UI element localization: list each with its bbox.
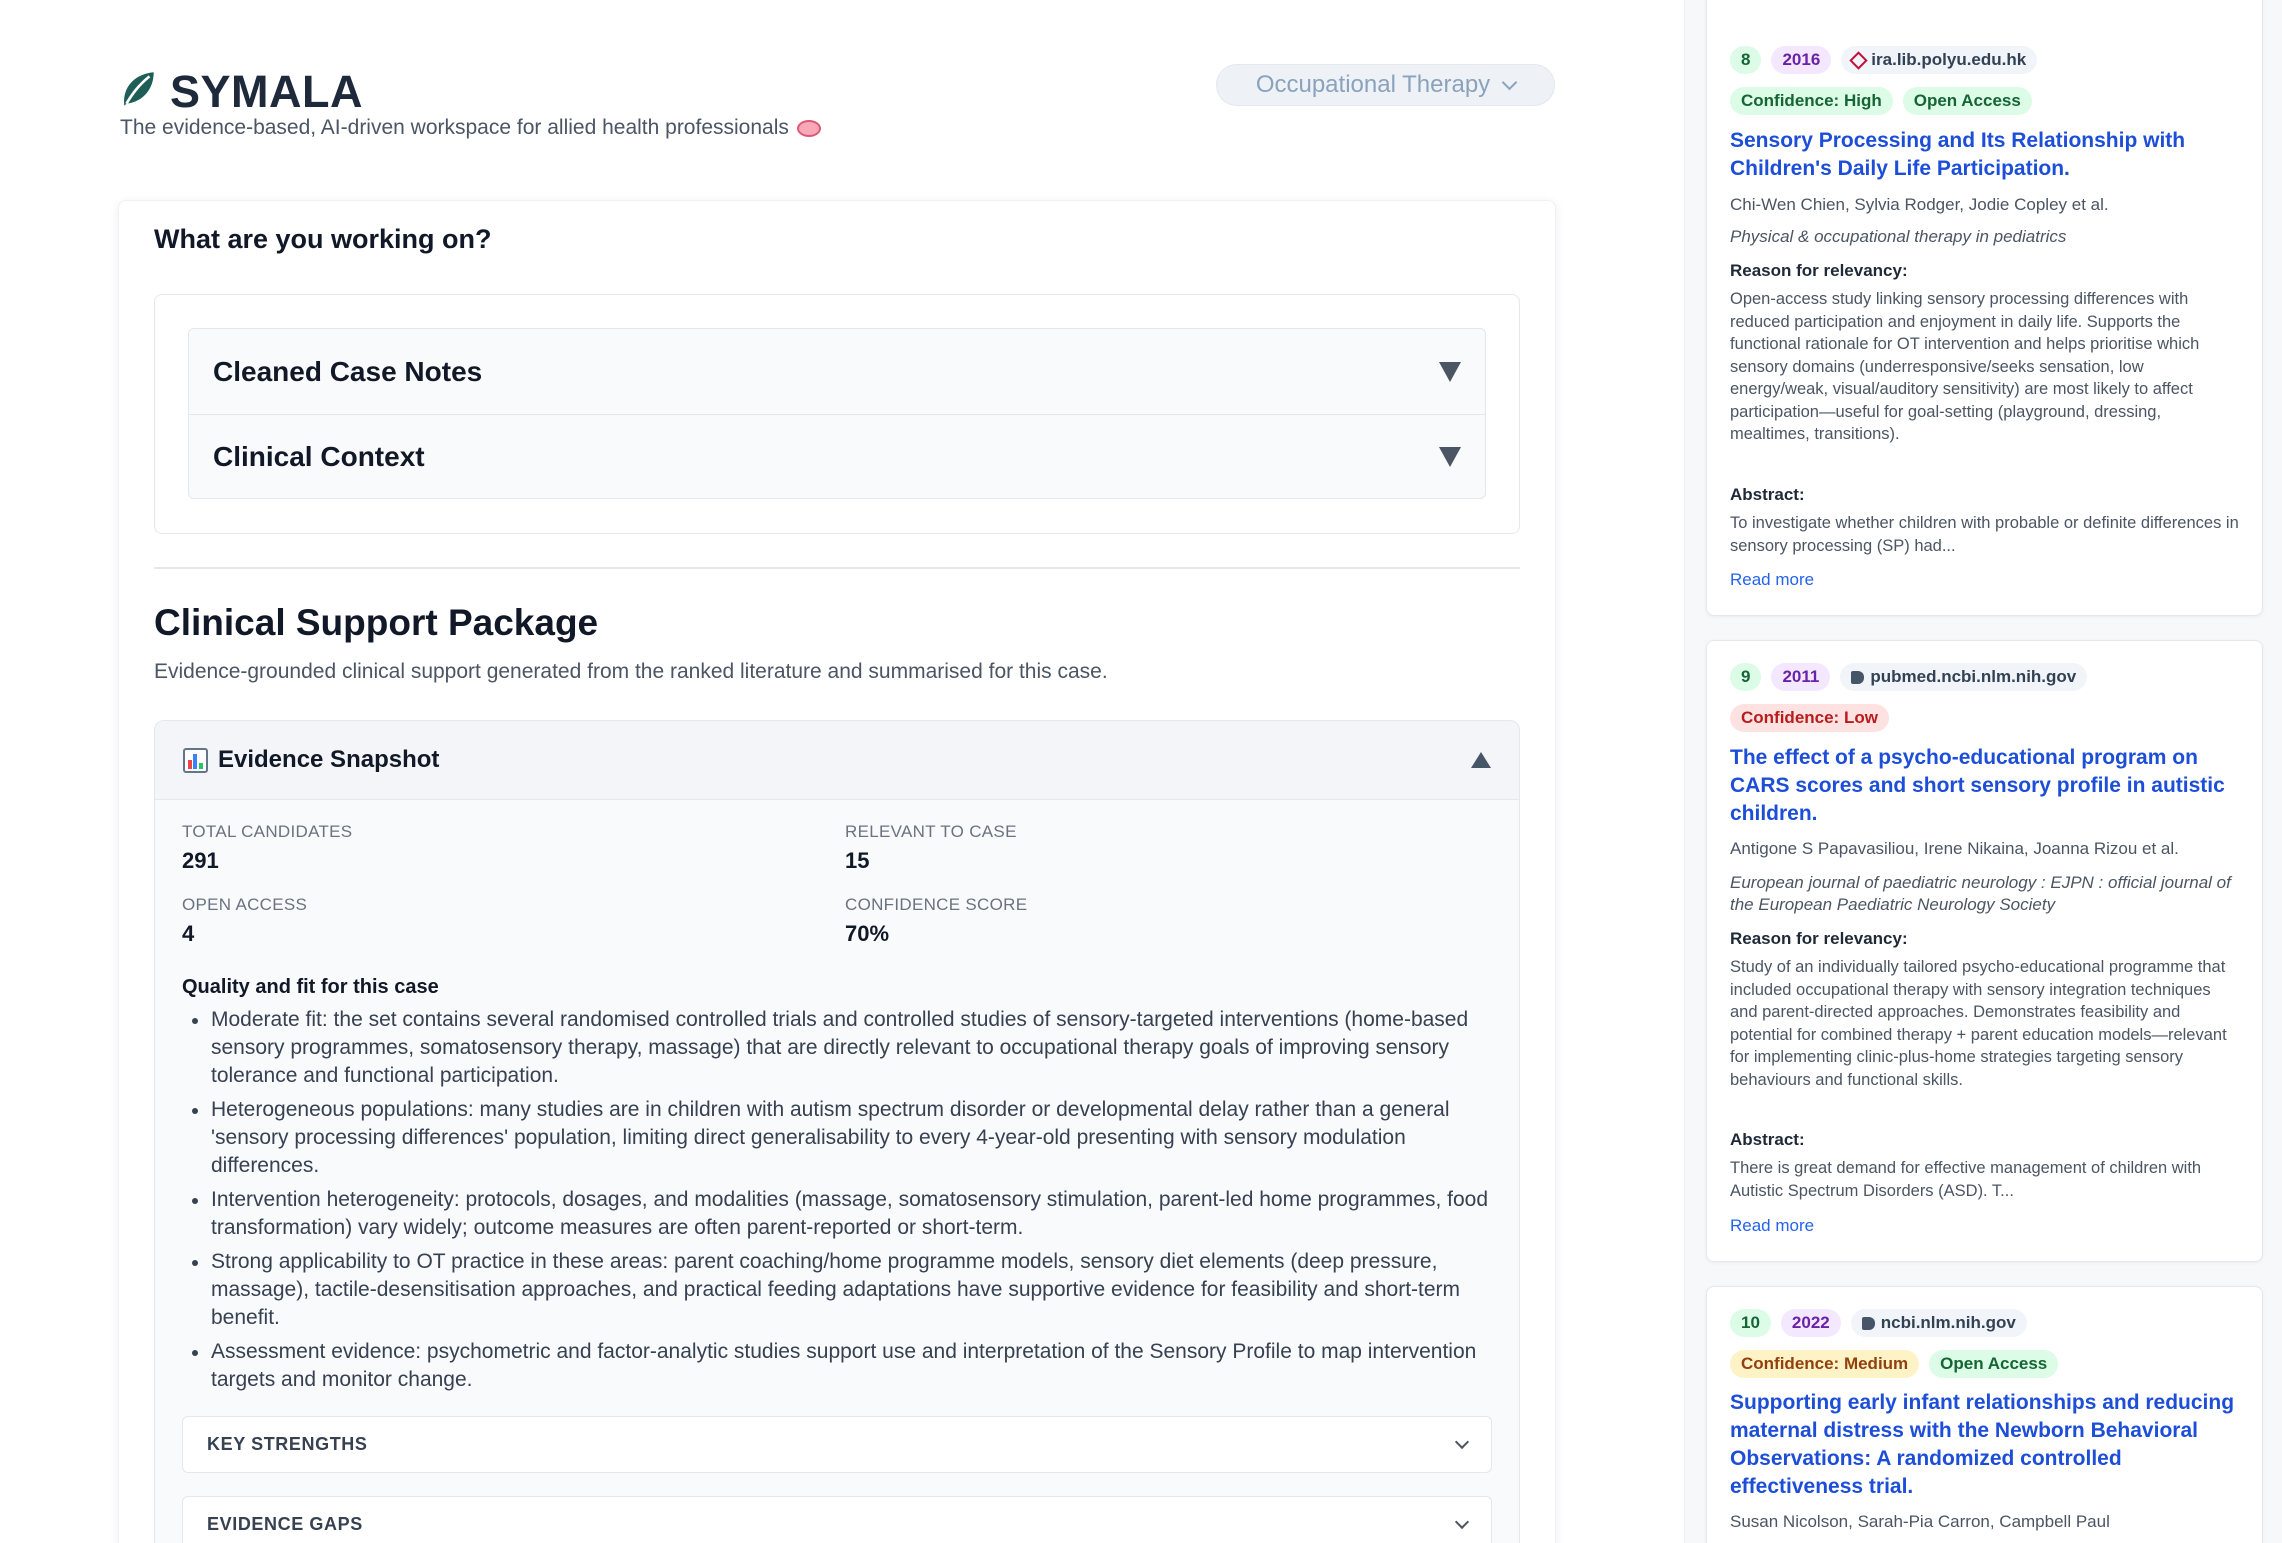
source-icon bbox=[1862, 1317, 1875, 1330]
paper-authors: Antigone S Papavasiliou, Irene Nikaina, Joanna Rizou et al. bbox=[1730, 839, 2179, 858]
stat-confidence-score bbox=[845, 895, 1027, 947]
open-access-badge: Open Access bbox=[1929, 1350, 2058, 1378]
paper-meta bbox=[1730, 663, 2087, 691]
bar-chart-icon bbox=[183, 748, 208, 773]
quality-fit-list bbox=[182, 1006, 1492, 1400]
tagline bbox=[120, 116, 821, 140]
expand-triangle-icon bbox=[1439, 362, 1461, 382]
app-name: SYMALA bbox=[170, 66, 363, 117]
stat-value: 15 bbox=[845, 848, 870, 873]
abstract-text: There is great demand for effective management of children with Autistic Spectrum Disorders (ASD). T... bbox=[1730, 1159, 2202, 1200]
list-item: Strong applicability to OT practice in these areas: parent coaching/home programme models, sensory diet elements (deep pressure, massage), tactile-desensitisation approaches, and practical feeding adaptations have supportive evidence for feasibility and short-term benefit. bbox=[182, 1248, 1492, 1332]
stat-value: 70% bbox=[845, 921, 890, 946]
stat-label: CONFIDENCE SCORE bbox=[845, 895, 1028, 914]
paper-journal: European journal of paediatric neurology : EJPN : official journal of the European Paediatric Neurology Society bbox=[1730, 873, 2231, 914]
abstract-text: To investigate whether children with probable or definite differences in sensory processing (SP) had... bbox=[1730, 514, 2239, 555]
paper-badges bbox=[1730, 87, 2032, 115]
stat-label: OPEN ACCESS bbox=[182, 895, 308, 914]
stat-value: 4 bbox=[182, 921, 195, 946]
stat-label: TOTAL CANDIDATES bbox=[182, 822, 353, 841]
abstract-heading: Abstract: bbox=[1730, 1130, 1805, 1149]
specialty-select[interactable] bbox=[1216, 64, 1555, 106]
paper-badges bbox=[1730, 704, 1889, 732]
accordion-clinical-context[interactable] bbox=[189, 414, 1485, 499]
confidence-badge: Confidence: Medium bbox=[1730, 1350, 1919, 1378]
workspace-heading: What are you working on? bbox=[154, 224, 492, 254]
relevancy-heading: Reason for relevancy: bbox=[1730, 261, 1908, 280]
expand-triangle-icon bbox=[1439, 447, 1461, 467]
accordion-label: KEY STRENGTHS bbox=[207, 1434, 368, 1454]
source-domain: pubmed.ncbi.nlm.nih.gov bbox=[1870, 667, 2077, 686]
paper-title-link[interactable]: The effect of a psycho-educational program on CARS scores and short sensory profile in autistic children. bbox=[1730, 746, 2225, 825]
stat-label: RELEVANT TO CASE bbox=[845, 822, 1017, 841]
year-badge: 2022 bbox=[1781, 1309, 1841, 1337]
rank-badge: 9 bbox=[1730, 663, 1761, 691]
paper-meta bbox=[1730, 46, 2037, 74]
rank-badge: 10 bbox=[1730, 1309, 1771, 1337]
source-icon bbox=[1850, 51, 1868, 69]
source-domain: ncbi.nlm.nih.gov bbox=[1880, 1313, 2016, 1332]
leaf-logo-icon bbox=[118, 68, 160, 110]
abstract-heading: Abstract: bbox=[1730, 485, 1805, 504]
evidence-snapshot-header[interactable] bbox=[155, 721, 1519, 800]
specialty-value: Occupational Therapy bbox=[1255, 71, 1491, 98]
open-access-badge: Open Access bbox=[1903, 87, 2032, 115]
source-domain-badge[interactable] bbox=[1840, 663, 2087, 691]
chevron-down-icon bbox=[1502, 74, 1518, 90]
source-domain-badge[interactable] bbox=[1851, 1309, 2027, 1337]
accordion-label: EVIDENCE GAPS bbox=[207, 1514, 363, 1534]
evidence-snapshot-title: Evidence Snapshot bbox=[218, 746, 440, 773]
read-more-link[interactable]: Read more bbox=[1730, 1216, 1815, 1235]
year-badge: 2011 bbox=[1771, 663, 1830, 691]
paper-title-link[interactable]: Sensory Processing and Its Relationship with Children's Daily Life Participation. bbox=[1730, 129, 2186, 180]
case-input-accordions bbox=[188, 328, 1486, 499]
paper-authors: Susan Nicolson, Sarah-Pia Carron, Campbell Paul bbox=[1730, 1512, 2110, 1531]
year-badge: 2016 bbox=[1771, 46, 1831, 74]
relevancy-text: Open-access study linking sensory processing differences with reduced participation and enjoyment in daily life. Supports the functional rationale for OT intervention and helps prioritise which sensory domains (underresponsive/seeks sensation, low energy/weak, visual/auditory sensitivity) are most likely to affect participation—useful for goal-setting (playground, dressing, mealtimes, transitions). bbox=[1730, 290, 2200, 443]
paper-badges bbox=[1730, 1350, 2058, 1378]
confidence-badge: Confidence: High bbox=[1730, 87, 1893, 115]
chevron-down-icon bbox=[1455, 1435, 1469, 1449]
relevancy-text: Study of an individually tailored psycho-educational programme that included occupational therapy with sensory integration techniques and parent-directed approaches. Demonstrates feasibility and potential for combined therapy + parent education models—relevant for implementing clinic-plus-home strategies targeting sensory behaviours and functional skills. bbox=[1730, 958, 2227, 1089]
accordion-key-strengths[interactable] bbox=[182, 1416, 1492, 1473]
rank-badge: 8 bbox=[1730, 46, 1761, 74]
list-item: Intervention heterogeneity: protocols, dosages, and modalities (massage, somatosensory stimulation, parent-led home programmes, food transformation) vary widely; outcome measures are often parent-reported or short-term. bbox=[182, 1186, 1492, 1242]
collapse-triangle-icon bbox=[1471, 752, 1491, 768]
paper-meta bbox=[1730, 1309, 2027, 1337]
accordion-label: Clinical Context bbox=[213, 441, 425, 472]
paper-title-link[interactable]: Supporting early infant relationships and reducing maternal distress with the Newborn Behavioral Observations: A randomized controlled effectiveness trial. bbox=[1730, 1391, 2235, 1498]
quality-fit-heading: Quality and fit for this case bbox=[182, 976, 439, 998]
brain-icon bbox=[797, 120, 821, 137]
source-domain-badge[interactable] bbox=[1841, 46, 2037, 74]
accordion-evidence-gaps[interactable] bbox=[182, 1496, 1492, 1543]
relevancy-heading: Reason for relevancy: bbox=[1730, 929, 1908, 948]
list-item: Assessment evidence: psychometric and factor-analytic studies support use and interpretation of the Sensory Profile to map intervention targets and monitor change. bbox=[182, 1338, 1492, 1394]
package-description: Evidence-grounded clinical support generated from the ranked literature and summarised for this case. bbox=[154, 660, 1108, 683]
app-logo[interactable] bbox=[118, 60, 363, 118]
chevron-down-icon bbox=[1455, 1515, 1469, 1529]
list-item: Moderate fit: the set contains several randomised controlled trials and controlled studies of sensory-targeted interventions (home-based sensory programmes, somatosensory therapy, massage) that are directly relevant to occupational therapy goals of improving sensory tolerance and functional participation. bbox=[182, 1006, 1492, 1090]
accordion-cleaned-case-notes[interactable] bbox=[189, 329, 1485, 414]
confidence-badge: Confidence: Low bbox=[1730, 704, 1889, 732]
accordion-label: Cleaned Case Notes bbox=[213, 355, 483, 387]
stat-open-access bbox=[182, 895, 307, 947]
tagline-text: The evidence-based, AI-driven workspace for allied health professionals bbox=[120, 116, 789, 139]
source-domain: ira.lib.polyu.edu.hk bbox=[1871, 50, 2027, 69]
source-icon bbox=[1851, 671, 1864, 684]
read-more-link[interactable]: Read more bbox=[1730, 570, 1815, 589]
section-divider bbox=[154, 567, 1520, 569]
paper-journal: Physical & occupational therapy in pediatrics bbox=[1730, 227, 2067, 246]
stat-value: 291 bbox=[182, 848, 219, 873]
stat-total-candidates bbox=[182, 822, 352, 874]
paper-authors: Chi-Wen Chien, Sylvia Rodger, Jodie Copley et al. bbox=[1730, 195, 2109, 214]
stat-relevant-to-case bbox=[845, 822, 1017, 874]
list-item: Heterogeneous populations: many studies are in children with autism spectrum disorder or developmental delay rather than a general 'sensory processing differences' population, limiting direct generalisability to every 4-year-old presenting with sensory modulation differences. bbox=[182, 1096, 1492, 1180]
package-heading: Clinical Support Package bbox=[154, 602, 599, 643]
